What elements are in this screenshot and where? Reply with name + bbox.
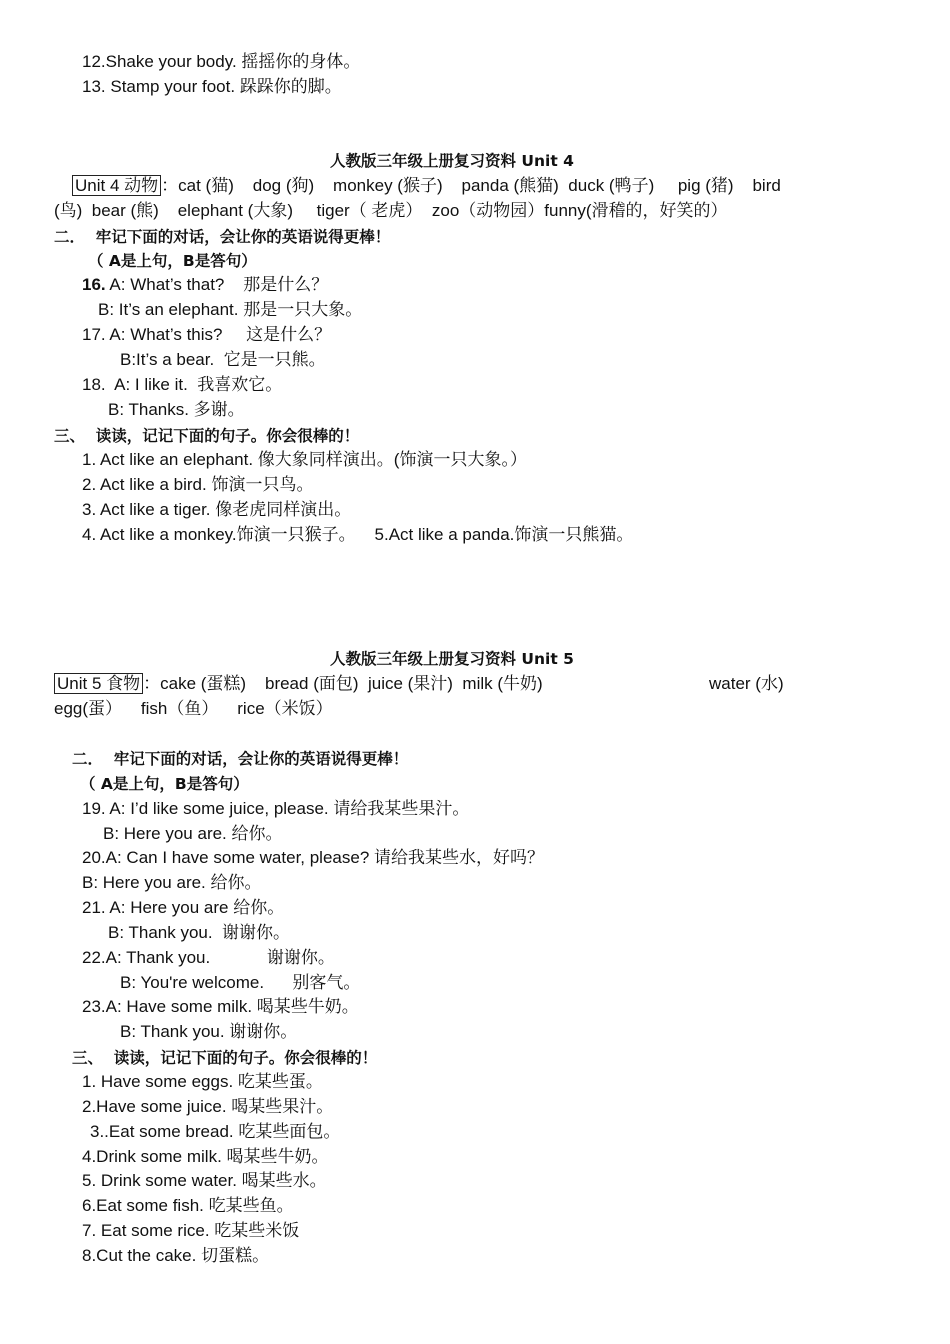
dialog-16a — [82, 274, 328, 296]
unit5-vocab-words: ：cake (蛋糕) bread (面包) juice (果汁) milk (牛奶) — [143, 674, 543, 693]
dialog-20b: B: Here you are. 给你。 — [82, 873, 262, 892]
unit4-sentence-2: 2. Act like a bird. 饰演一只鸟。 — [82, 475, 314, 494]
unit5-sentence-8: 8.Cut the cake. 切蛋糕。 — [82, 1246, 270, 1265]
unit4-sentence-4-5: 4. Act like a monkey.饰演一只猴子。 5.Act like a panda.饰演一只熊猫。 — [82, 525, 634, 544]
unit4-section3-heading: 三、 读读，记记下面的句子。你会很棒的！ — [54, 427, 360, 445]
dialog-17b: B:It’s a bear. 它是一只熊。 — [120, 350, 326, 369]
dialog-16b: B: It’s an elephant. 那是一只大象。 — [98, 300, 363, 319]
dialog-21a: 21. A: Here you are 给你。 — [82, 898, 285, 917]
unit4-title: 人教版三年级上册复习资料 Unit 4 — [330, 152, 574, 170]
sentence-12: 12.Shake your body. 摇摇你的身体。 — [82, 52, 361, 71]
unit5-sentence-6: 6.Eat some fish. 吃某些鱼。 — [82, 1196, 294, 1215]
dialog-21b: B: Thank you. 谢谢你。 — [108, 923, 291, 942]
unit5-vocab-line2: egg(蛋） fish（鱼） rice（米饭） — [54, 699, 333, 718]
unit5-sentence-5: 5. Drink some water. 喝某些水。 — [82, 1171, 327, 1190]
dialog-23b: B: Thank you. 谢谢你。 — [120, 1022, 298, 1041]
unit5-vocab-line1 — [54, 673, 543, 695]
dialog-16a-text: A: What’s that? 那是什么？ — [105, 275, 329, 294]
unit4-section2-heading: 二． 牢记下面的对话，会让你的英语说得更棒！ — [54, 228, 391, 246]
dialog-22b: B: You're welcome. 别客气。 — [120, 973, 361, 992]
unit5-sentence-2: 2.Have some juice. 喝某些果汁。 — [82, 1097, 334, 1116]
dialog-19a: 19. A: I’d like some juice, please. 请给我某些果汁。 — [82, 799, 470, 818]
unit5-sentence-3: 3..Eat some bread. 吃某些面包。 — [90, 1122, 341, 1141]
unit5-vocab-water: water (水) — [709, 674, 784, 693]
unit4-vocab-line2: (鸟) bear (熊) elephant (大象) tiger（ 老虎） zoo（动物园）funny(滑稽的，好笑的） — [54, 201, 728, 220]
unit4-sentence-3: 3. Act like a tiger. 像老虎同样演出。 — [82, 500, 352, 519]
unit4-sentence-1: 1. Act like an elephant. 像大象同样演出。(饰演一只大象。） — [82, 450, 527, 469]
unit5-section2-heading: 二． 牢记下面的对话，会让你的英语说得更棒！ — [72, 750, 409, 768]
unit5-sentence-7: 7. Eat some rice. 吃某些米饭 — [82, 1221, 300, 1240]
dialog-20a: 20.A: Can I have some water, please? 请给我某些水，好吗？ — [82, 848, 545, 867]
dialog-19b: B: Here you are. 给你。 — [103, 824, 283, 843]
unit5-section3-heading: 三、 读读，记记下面的句子。你会很棒的！ — [72, 1049, 378, 1067]
dialog-17a: 17. A: What’s this? 这是什么？ — [82, 325, 332, 344]
dialog-18a: 18. A: I like it. 我喜欢它。 — [82, 375, 283, 394]
unit4-vocab-words: ：cat (猫) dog (狗) monkey (猴子) panda (熊猫) duck (鸭子) pig (猪) bird — [161, 176, 781, 195]
sentence-13: 13. Stamp your foot. 跺跺你的脚。 — [82, 77, 342, 96]
unit5-sentence-1: 1. Have some eggs. 吃某些蛋。 — [82, 1072, 323, 1091]
unit5-section2-note: （ A是上句，B是答句） — [80, 775, 249, 793]
unit4-label: Unit 4 动物 — [72, 175, 161, 196]
unit5-label: Unit 5 食物 — [54, 673, 143, 694]
dialog-18b: B: Thanks. 多谢。 — [108, 400, 245, 419]
dialog-23a: 23.A: Have some milk. 喝某些牛奶。 — [82, 997, 359, 1016]
unit4-section2-note: （ A是上句，B是答句） — [88, 252, 257, 270]
dialog-22a: 22.A: Thank you. 谢谢你。 — [82, 948, 335, 967]
unit5-sentence-4: 4.Drink some milk. 喝某些牛奶。 — [82, 1147, 329, 1166]
unit4-vocab-line1 — [72, 175, 781, 197]
dialog-16-number: 16. — [82, 275, 106, 294]
unit5-title: 人教版三年级上册复习资料 Unit 5 — [330, 650, 574, 668]
